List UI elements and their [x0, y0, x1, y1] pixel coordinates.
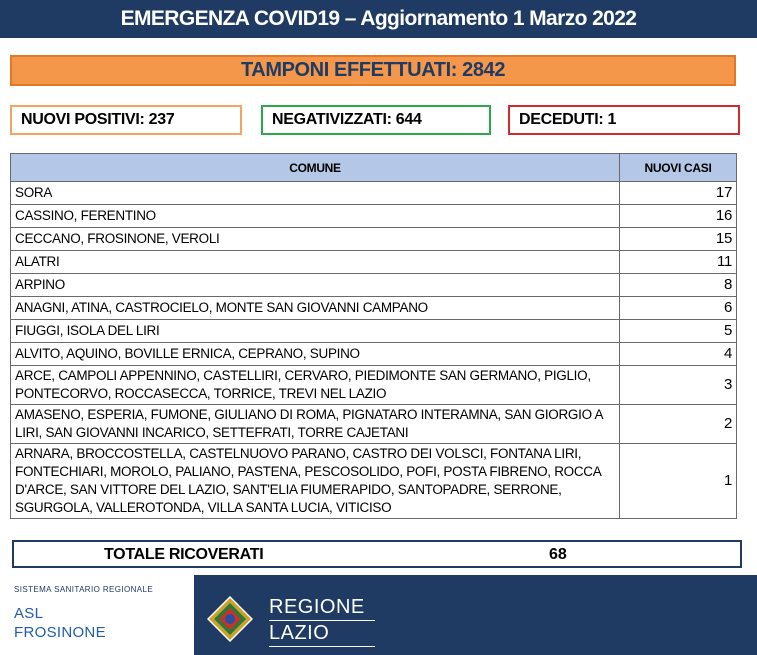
table-row — [11, 205, 737, 228]
casi-cell: 16 — [620, 205, 737, 228]
casi-cell: 1 — [620, 444, 737, 519]
comune-cell: AMASENO, ESPERIA, FUMONE, GIULIANO DI ROMA, PIGNATARO INTERAMNA, SAN GIORGIO A LIRI, SAN GIOVANNI INCARICO, SETTEFRATI, TORRE CAJETANI — [11, 405, 620, 444]
casi-cell: 4 — [620, 343, 737, 366]
negativizzati-box: NEGATIVIZZATI: 644 — [261, 105, 491, 135]
deceduti-box: DECEDUTI: 1 — [508, 105, 740, 135]
asl-subtitle: SISTEMA SANITARIO REGIONALE — [14, 585, 154, 594]
casi-cell: 15 — [620, 228, 737, 251]
comune-cell: FIUGGI, ISOLA DEL LIRI — [11, 320, 620, 343]
casi-cell: 6 — [620, 297, 737, 320]
asl-line2: FROSINONE — [14, 624, 106, 641]
comune-cell: CASSINO, FERENTINO — [11, 205, 620, 228]
totale-value: 68 — [549, 546, 567, 563]
comune-header: COMUNE — [11, 154, 620, 182]
table-row — [11, 274, 737, 297]
totale-ricoverati-box — [12, 540, 742, 568]
comune-cell: ARPINO — [11, 274, 620, 297]
table-row — [11, 343, 737, 366]
table-row — [11, 444, 737, 519]
asl-line1: ASL — [14, 605, 44, 622]
comune-cell: ANAGNI, ATINA, CASTROCIELO, MONTE SAN GIOVANNI CAMPANO — [11, 297, 620, 320]
table-row — [11, 251, 737, 274]
table-row — [11, 228, 737, 251]
casi-cell: 8 — [620, 274, 737, 297]
comune-cell: ARCE, CAMPOLI APPENNINO, CASTELLIRI, CERVARO, PIEDIMONTE SAN GERMANO, PIGLIO, PONTECORVO, ROCCASECCA, TORRICE, TREVI NEL LAZIO — [11, 366, 620, 405]
cases-table — [10, 153, 737, 519]
page-title: EMERGENZA COVID19 – Aggiornamento 1 Marzo 2022 — [0, 0, 757, 38]
table-row — [11, 320, 737, 343]
regione-lazio-emblem-icon — [207, 596, 253, 642]
casi-cell: 2 — [620, 405, 737, 444]
nuovi-positivi-box: NUOVI POSITIVI: 237 — [10, 105, 242, 135]
regione-line1: REGIONE — [269, 595, 375, 621]
comune-cell: ARNARA, BROCCOSTELLA, CASTELNUOVO PARANO, CASTRO DEI VOLSCI, FONTANA LIRI, FONTECHIARI, MOROLO, PALIANO, PASTENA, PESCOSOLIDO, POFI, POSTA FIBRENO, ROCCA D'ARCE, SAN VITTORE DEL LAZIO, SANT'ELIA FIUMERAPIDO, SANTOPADRE, SERRONE, SGURGOLA, VALLEROTONDA, VILLA SANTA LUCIA, VITICISO — [11, 444, 620, 519]
tamponi-banner: TAMPONI EFFETTUATI: 2842 — [10, 55, 736, 86]
totale-label: TOTALE RICOVERATI — [104, 546, 264, 563]
nuovi-casi-header: NUOVI CASI — [620, 154, 737, 182]
casi-cell: 3 — [620, 366, 737, 405]
comune-cell: ALATRI — [11, 251, 620, 274]
table-row — [11, 297, 737, 320]
table-header-row — [11, 154, 737, 182]
regione-line2: LAZIO — [269, 621, 375, 647]
casi-cell: 17 — [620, 182, 737, 205]
comune-cell: CECCANO, FROSINONE, VEROLI — [11, 228, 620, 251]
table-row — [11, 182, 737, 205]
asl-frosinone-logo — [14, 585, 153, 642]
table-row — [11, 366, 737, 405]
table-row — [11, 405, 737, 444]
casi-cell: 5 — [620, 320, 737, 343]
casi-cell: 11 — [620, 251, 737, 274]
comune-cell: ALVITO, AQUINO, BOVILLE ERNICA, CEPRANO, SUPINO — [11, 343, 620, 366]
comune-cell: SORA — [11, 182, 620, 205]
regione-lazio-banner — [194, 575, 757, 655]
